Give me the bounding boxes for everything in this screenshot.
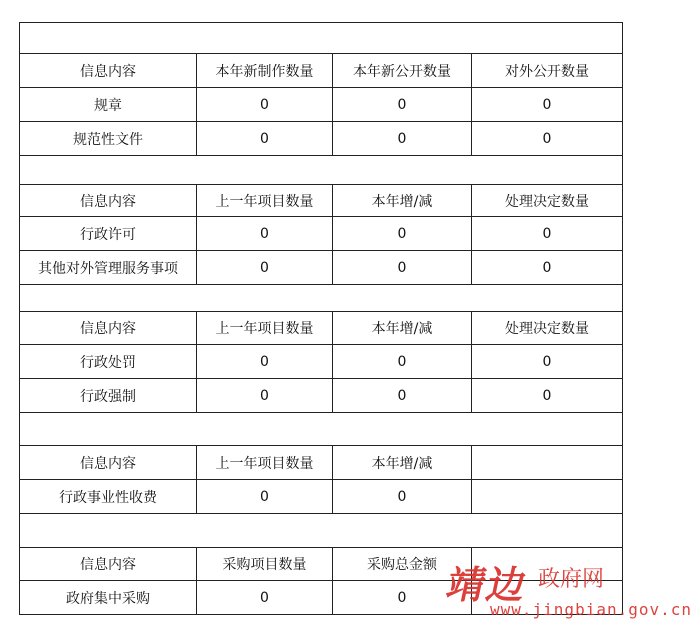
value-cell: 0 bbox=[197, 122, 333, 156]
value-cell: 0 bbox=[197, 480, 333, 514]
header-row bbox=[20, 548, 623, 581]
header-row bbox=[20, 54, 623, 88]
watermark-url: www.jingbian.gov.cn bbox=[490, 600, 692, 619]
section-spacer-row bbox=[20, 156, 623, 185]
row-label: 规章 bbox=[20, 88, 197, 122]
table-row bbox=[20, 345, 623, 379]
row-label: 政府集中采购 bbox=[20, 581, 197, 615]
row-label: 行政许可 bbox=[20, 217, 197, 251]
header-cell: 信息内容 bbox=[20, 185, 197, 217]
header-cell: 上一年项目数量 bbox=[197, 312, 333, 345]
disclosure-table bbox=[19, 22, 623, 615]
row-label: 行政强制 bbox=[20, 379, 197, 413]
value-cell: 0 bbox=[472, 345, 623, 379]
header-cell: 采购项目数量 bbox=[197, 548, 333, 581]
table-row bbox=[20, 379, 623, 413]
header-cell: 本年增/减 bbox=[333, 446, 472, 480]
row-label: 规范性文件 bbox=[20, 122, 197, 156]
section-spacer bbox=[20, 285, 623, 312]
header-cell: 本年增/减 bbox=[333, 185, 472, 217]
row-label: 其他对外管理服务事项 bbox=[20, 251, 197, 285]
header-cell bbox=[472, 548, 623, 581]
header-cell: 信息内容 bbox=[20, 548, 197, 581]
header-cell: 上一年项目数量 bbox=[197, 185, 333, 217]
section-spacer bbox=[20, 23, 623, 54]
header-row bbox=[20, 446, 623, 480]
section-spacer bbox=[20, 156, 623, 185]
table-row bbox=[20, 217, 623, 251]
header-cell: 处理决定数量 bbox=[472, 185, 623, 217]
value-cell: 0 bbox=[333, 345, 472, 379]
value-cell: 0 bbox=[472, 251, 623, 285]
table-row bbox=[20, 122, 623, 156]
header-cell: 本年增/减 bbox=[333, 312, 472, 345]
value-cell: 0 bbox=[472, 217, 623, 251]
header-cell: 信息内容 bbox=[20, 312, 197, 345]
value-cell: 0 bbox=[197, 88, 333, 122]
header-row bbox=[20, 312, 623, 345]
value-cell: 0 bbox=[197, 581, 333, 615]
value-cell: 0 bbox=[197, 379, 333, 413]
value-cell: 0 bbox=[197, 345, 333, 379]
watermark-logo: 靖边 bbox=[442, 562, 533, 607]
watermark-site-name: 政府网 bbox=[538, 567, 605, 592]
row-label: 行政处罚 bbox=[20, 345, 197, 379]
value-cell: 0 bbox=[472, 379, 623, 413]
value-cell: 0 bbox=[333, 122, 472, 156]
header-cell: 本年新制作数量 bbox=[197, 54, 333, 88]
value-cell: 0 bbox=[197, 217, 333, 251]
section-spacer-row bbox=[20, 514, 623, 548]
header-cell: 对外公开数量 bbox=[472, 54, 623, 88]
section-spacer-row bbox=[20, 413, 623, 446]
table-row bbox=[20, 581, 623, 615]
header-cell: 采购总金额 bbox=[333, 548, 472, 581]
value-cell bbox=[472, 581, 623, 615]
value-cell: 0 bbox=[472, 122, 623, 156]
table-row bbox=[20, 480, 623, 514]
value-cell: 0 bbox=[333, 251, 472, 285]
header-cell: 本年新公开数量 bbox=[333, 54, 472, 88]
value-cell: 0 bbox=[333, 379, 472, 413]
value-cell: 0 bbox=[197, 251, 333, 285]
header-cell: 处理决定数量 bbox=[472, 312, 623, 345]
header-cell: 信息内容 bbox=[20, 54, 197, 88]
value-cell: 0 bbox=[333, 88, 472, 122]
value-cell bbox=[472, 480, 623, 514]
section-spacer bbox=[20, 514, 623, 548]
section-spacer-row bbox=[20, 23, 623, 54]
header-cell: 上一年项目数量 bbox=[197, 446, 333, 480]
value-cell: 0 bbox=[333, 217, 472, 251]
value-cell: 0 bbox=[472, 88, 623, 122]
section-spacer bbox=[20, 413, 623, 446]
table-row bbox=[20, 251, 623, 285]
header-row bbox=[20, 185, 623, 217]
table-row bbox=[20, 88, 623, 122]
value-cell: 0 bbox=[333, 480, 472, 514]
header-cell bbox=[472, 446, 623, 480]
row-label: 行政事业性收费 bbox=[20, 480, 197, 514]
value-cell: 0 bbox=[333, 581, 472, 615]
header-cell: 信息内容 bbox=[20, 446, 197, 480]
section-spacer-row bbox=[20, 285, 623, 312]
